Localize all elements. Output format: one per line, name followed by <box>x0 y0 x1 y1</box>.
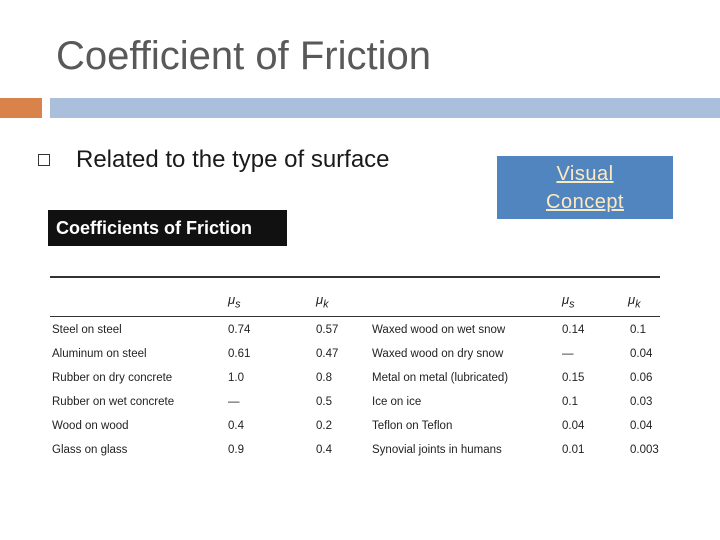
table-cell-mu-k: 0.47 <box>316 348 339 360</box>
visual-concept-button[interactable] <box>497 156 673 219</box>
table-cell-mu-s: — <box>228 396 240 408</box>
table-cell-surface: Rubber on wet concrete <box>52 396 175 408</box>
table-cell-mu-k: 0.8 <box>316 372 332 384</box>
table-top-rule <box>50 276 660 278</box>
table-cell-surface: Waxed wood on wet snow <box>372 324 506 336</box>
table-cell-mu-k: 0.2 <box>316 420 332 432</box>
table-cell-mu-k: 0.4 <box>316 444 332 456</box>
table-cell-mu-k: 0.04 <box>630 420 653 432</box>
table-cell-surface: Steel on steel <box>52 324 122 336</box>
square-bullet-icon <box>38 154 50 166</box>
table-cell-mu-s: 0.4 <box>228 420 244 432</box>
table-cell-mu-k: 0.03 <box>630 396 653 408</box>
table-cell-surface: Teflon on Teflon <box>372 420 453 432</box>
table-cell-surface: Synovial joints in humans <box>372 444 502 456</box>
table-cell-surface: Glass on glass <box>52 444 128 456</box>
table-cell-surface: Rubber on dry concrete <box>52 372 173 384</box>
table-cell-mu-s: 0.74 <box>228 324 251 336</box>
mu-symbol: μ <box>228 292 236 307</box>
mu-subscript: k <box>323 298 329 311</box>
table-cell-mu-s: — <box>562 348 574 360</box>
table-cell-mu-s: 0.15 <box>562 372 585 384</box>
slide-title: Coefficient of Friction <box>56 34 431 78</box>
table-cell-surface: Ice on ice <box>372 396 422 408</box>
table-cell-mu-s: 0.01 <box>562 444 585 456</box>
table-cell-mu-s: 0.14 <box>562 324 585 336</box>
mu-subscript: s <box>235 298 241 311</box>
visual-concept-label-line2: Concept <box>546 190 624 213</box>
table-cell-mu-k: 0.57 <box>316 324 339 336</box>
table-cell-mu-s: 0.9 <box>228 444 244 456</box>
table-cell-surface: Aluminum on steel <box>52 348 147 360</box>
table-heading: Coefficients of Friction <box>48 210 287 246</box>
table-cell-mu-s: 1.0 <box>228 372 244 384</box>
table-cell-surface: Wood on wood <box>52 420 129 432</box>
col-header-mu-s-left <box>228 292 241 311</box>
table-header-rule <box>50 316 660 317</box>
table-cell-surface: Metal on metal (lubricated) <box>372 372 509 384</box>
col-header-mu-k-right <box>628 292 641 311</box>
table-cell-mu-k: 0.04 <box>630 348 653 360</box>
mu-subscript: s <box>569 298 575 311</box>
table-cell-mu-k: 0.1 <box>630 324 646 336</box>
table-cell-mu-s: 0.04 <box>562 420 585 432</box>
mu-symbol: μ <box>628 292 636 307</box>
header-line-bar <box>50 98 720 118</box>
table-cell-surface: Waxed wood on dry snow <box>372 348 504 360</box>
accent-bar <box>0 98 42 118</box>
table-cell-mu-k: 0.003 <box>630 444 659 456</box>
col-header-mu-s-right <box>562 292 575 311</box>
table-cell-mu-k: 0.5 <box>316 396 332 408</box>
bullet-text: Related to the type of surface <box>76 146 390 173</box>
col-header-mu-k-left <box>316 292 329 311</box>
table-cell-mu-k: 0.06 <box>630 372 653 384</box>
mu-symbol: μ <box>562 292 570 307</box>
visual-concept-label-line1: Visual <box>556 162 614 185</box>
mu-subscript: k <box>635 298 641 311</box>
mu-symbol: μ <box>316 292 324 307</box>
table-cell-mu-s: 0.61 <box>228 348 251 360</box>
table-cell-mu-s: 0.1 <box>562 396 578 408</box>
